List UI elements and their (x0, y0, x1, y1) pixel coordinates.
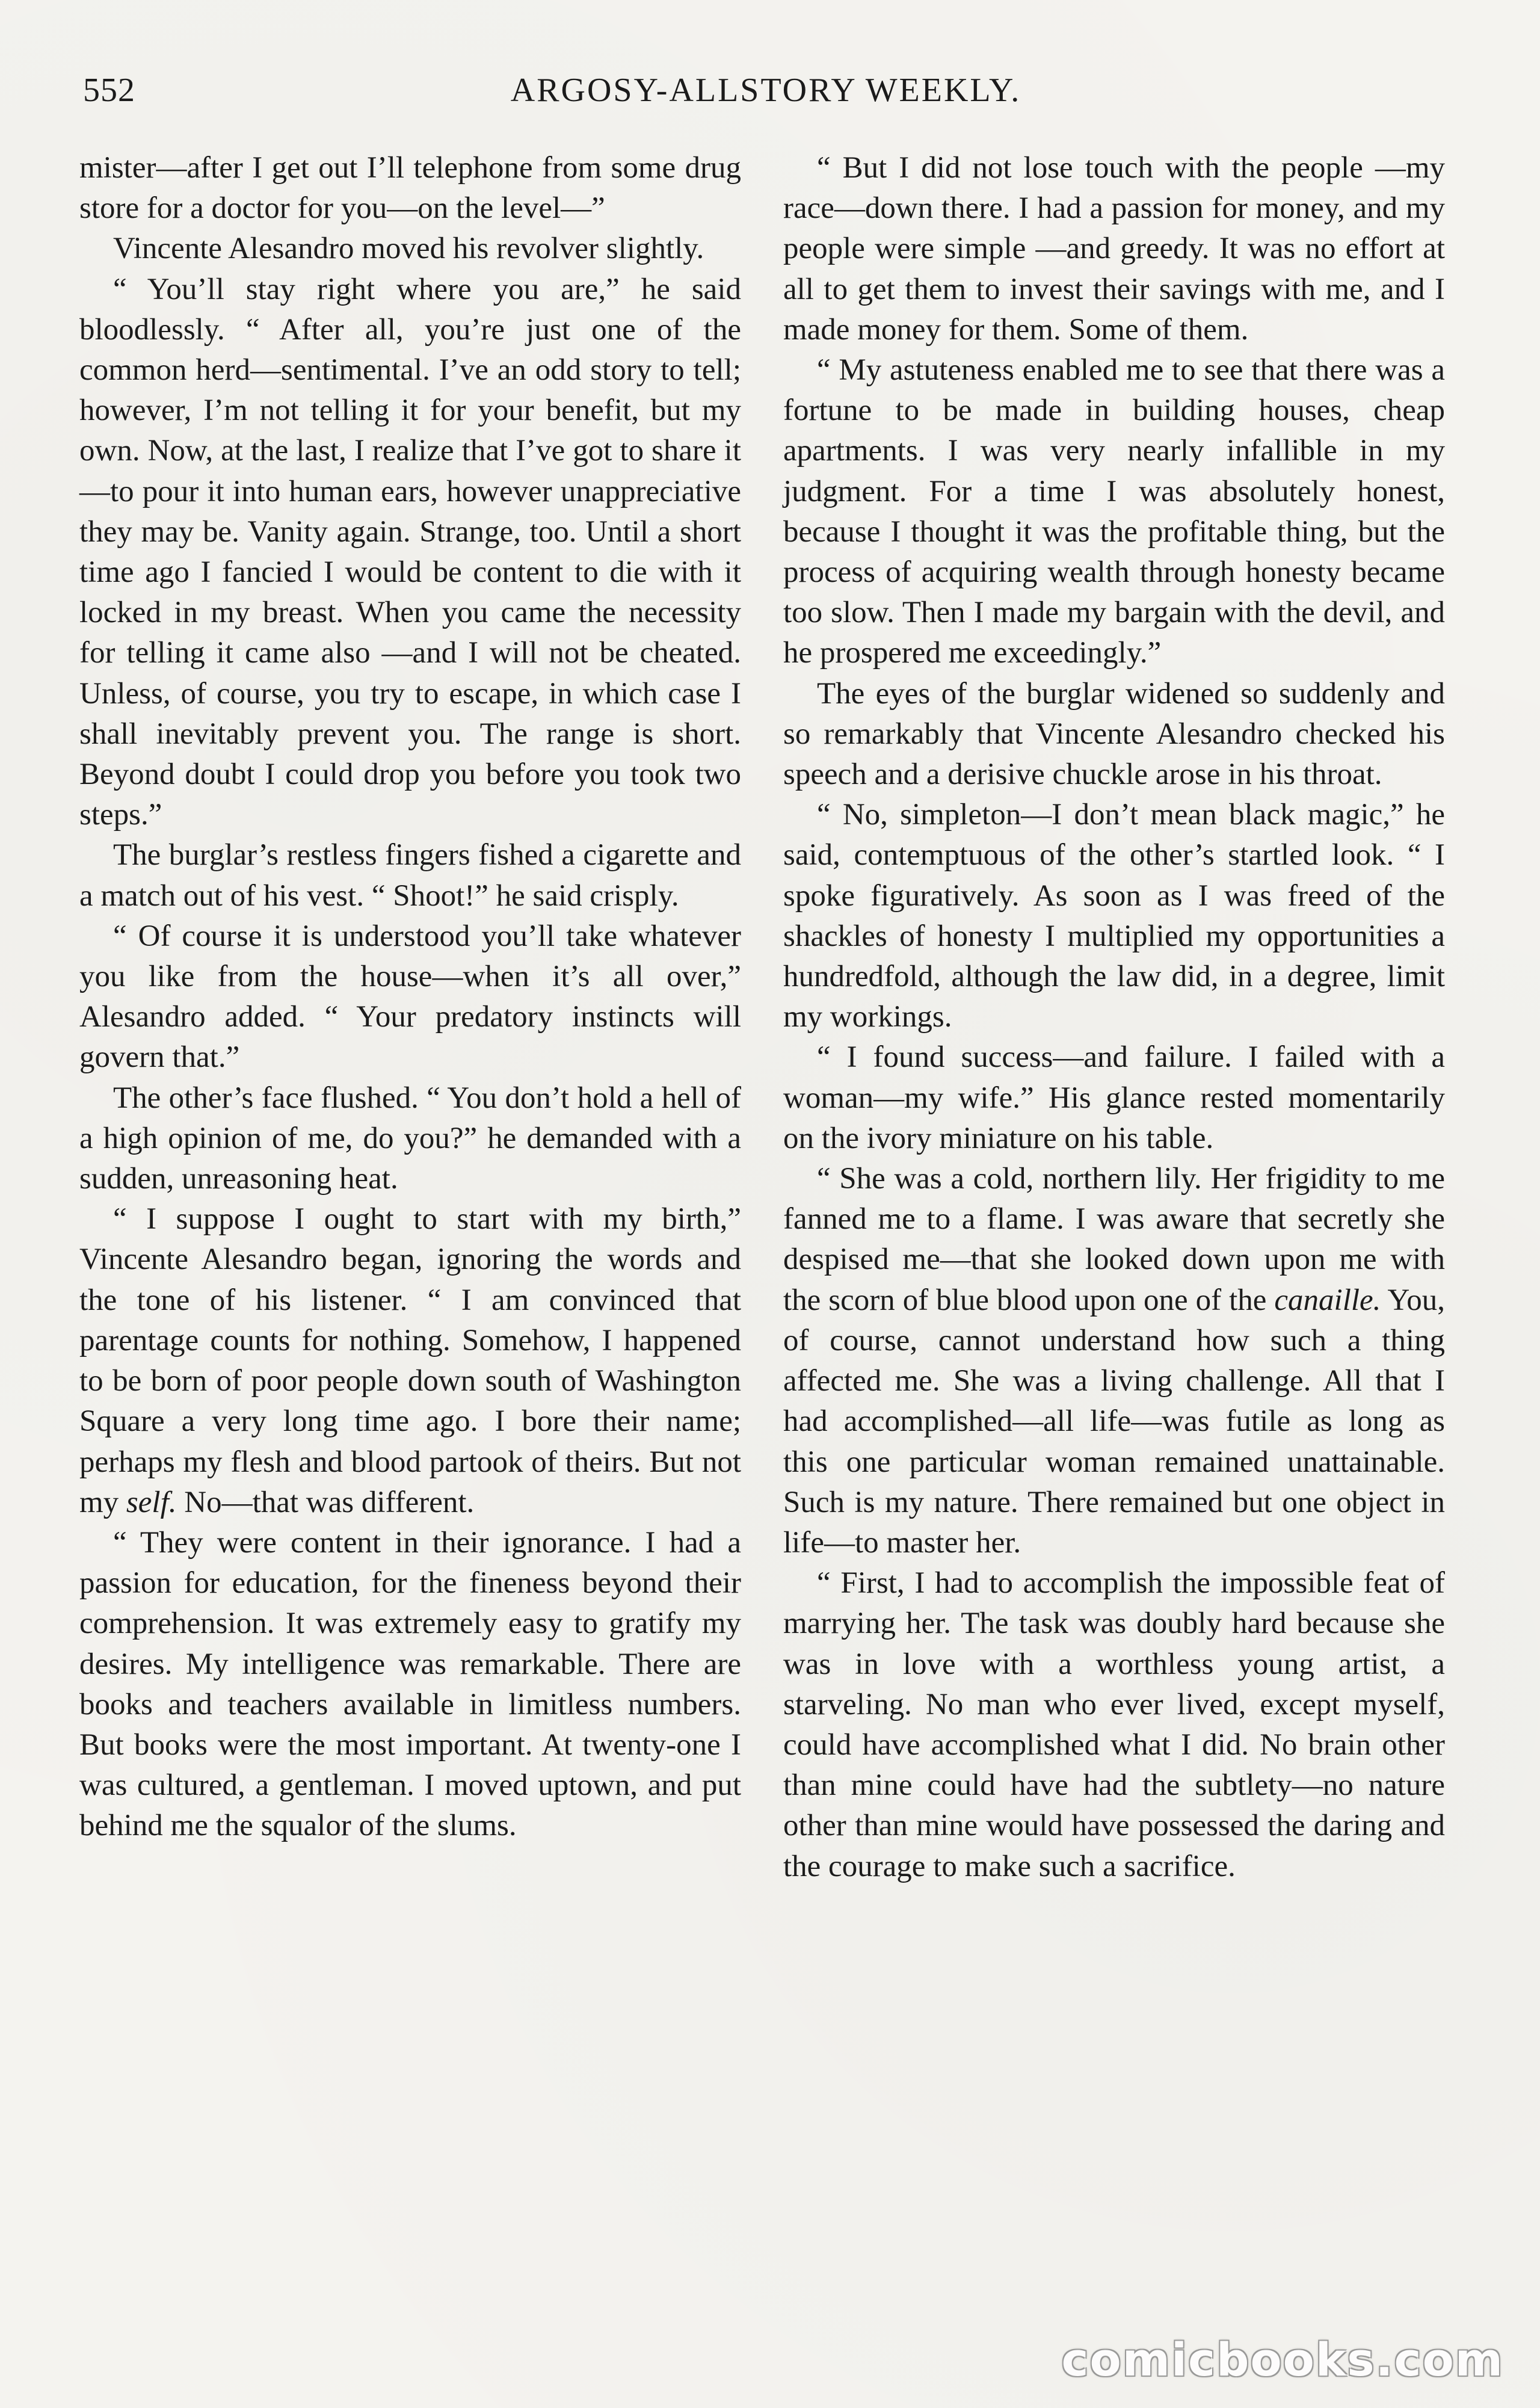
site-watermark: comicbooks.com (1061, 2333, 1504, 2386)
paragraph: Vincente Alesandro moved his revolver slightly. (113, 232, 704, 266)
paragraph: “ They were content in their ignorance. I had a passion for education, for the fineness beyond their comprehension. It was extremely easy to gratify my desires. My intelligence was remarkable. There are books and teachers available in limitless numbers. But books were the most important. At twenty-one I was cultured, a gentleman. I moved uptown, and put behind me the squalor of the slums. (79, 1525, 741, 1843)
right-text-column (783, 148, 1445, 1887)
paragraph: “ I found success—and failure. I failed with a woman—my wife.” His glance rested momentarily on the ivory miniature on his table. (783, 1040, 1445, 1155)
paragraph-text: “ She was a cold, northern lily. Her frigidity to me fanned me to a flame. I was aware that secretly she despised me—that she looked down upon me with the scorn of blue blood upon one of the (783, 1162, 1445, 1317)
running-title: ARGOSY-ALLSTORY WEEKLY. (510, 72, 1021, 109)
paragraph: “ No, simpleton—I don’t mean black magic,” he said, contemptuous of the other’s startled look. “ I spoke figuratively. As soon as I was freed of the shackles of honesty I multiplied my opportunities a hundredfold, although the law did, in a degree, limit my workings. (783, 798, 1445, 1034)
paragraph (783, 1159, 1445, 1563)
paragraph: mister—after I get out I’ll telephone from some drug store for a doctor for you—on the level—” (79, 151, 741, 226)
paragraph: “ Of course it is understood you’ll take whatever you like from the house—when it’s all over,” Alesandro added. “ Your predatory instincts will govern that.” (79, 919, 741, 1075)
paragraph-text: “ I suppose I ought to start with my birth,” Vincente Alesandro began, ignoring the words and the tone of his listener. “ I am convinced that parentage counts for nothing. Somehow, I happened to be born of poor people down south of Washington Square a very long time ago. I bore their name; perhaps my flesh and blood partook of theirs. But not my (79, 1202, 741, 1519)
page-header (83, 71, 1449, 125)
page-number: 552 (83, 72, 135, 109)
left-text-column (79, 148, 741, 1847)
italic-word: self. (126, 1485, 177, 1519)
paragraph-text: You, of course, cannot understand how such a thing affected me. She was a living challenge. All that I had accomplished—all life—was futile as long as this one particular woman remained unattainable. Such is my nature. There remained but one object in life—to master her. (783, 1283, 1445, 1560)
paragraph: “ You’ll stay right where you are,” he said bloodlessly. “ After all, you’re just one of the common herd—sentimental. I’ve an odd story to tell; however, I’m not telling it for your benefit, but my own. Now, at the last, I realize that I’ve got to share it—to pour it into human ears, however unappreciative they may be. Vanity again. Strange, too. Until a short time ago I fancied I would be content to die with it locked in my breast. When you came the necessity for telling it came also —and I will not be cheated. Unless, of course, you try to escape, in which case I shall inevitably prevent you. The range is short. Beyond doubt I could drop you before you took two steps.” (79, 272, 741, 832)
paragraph: The burglar’s restless fingers fished a cigarette and a match out of his vest. “ Shoot!” he said crisply. (79, 838, 741, 913)
paragraph-text: No—that was different. (176, 1485, 475, 1519)
paragraph (79, 1199, 741, 1523)
paragraph: “ First, I had to accomplish the impossible feat of marrying her. The task was doubly hard because she was in love with a worthless young artist, a starveling. No man who ever lived, except myself, could have accomplished what I did. No brain other than mine could have had the subtlety—no nature other than mine would have possessed the daring and the courage to make such a sacrifice. (783, 1566, 1445, 1883)
paragraph: The other’s face flushed. “ You don’t hold a hell of a high opinion of me, do you?” he demanded with a sudden, unreasoning heat. (79, 1081, 741, 1196)
paragraph: The eyes of the burglar widened so suddenly and so remarkably that Vincente Alesandro checked his speech and a derisive chuckle arose in his throat. (783, 676, 1445, 792)
paragraph: “ But I did not lose touch with the people —my race—down there. I had a passion for money, and my people were simple —and greedy. It was no effort at all to get them to invest their savings with me, and I made money for them. Some of them. (783, 151, 1445, 347)
paragraph: “ My astuteness enabled me to see that there was a fortune to be made in building houses, cheap apartments. I was very nearly infallible in my judgment. For a time I was absolutely honest, because I thought it was the profitable thing, but the process of acquiring wealth through honesty became too slow. Then I made my bargain with the devil, and he prospered me exceedingly.” (783, 353, 1445, 670)
italic-word: canaille. (1274, 1283, 1381, 1317)
